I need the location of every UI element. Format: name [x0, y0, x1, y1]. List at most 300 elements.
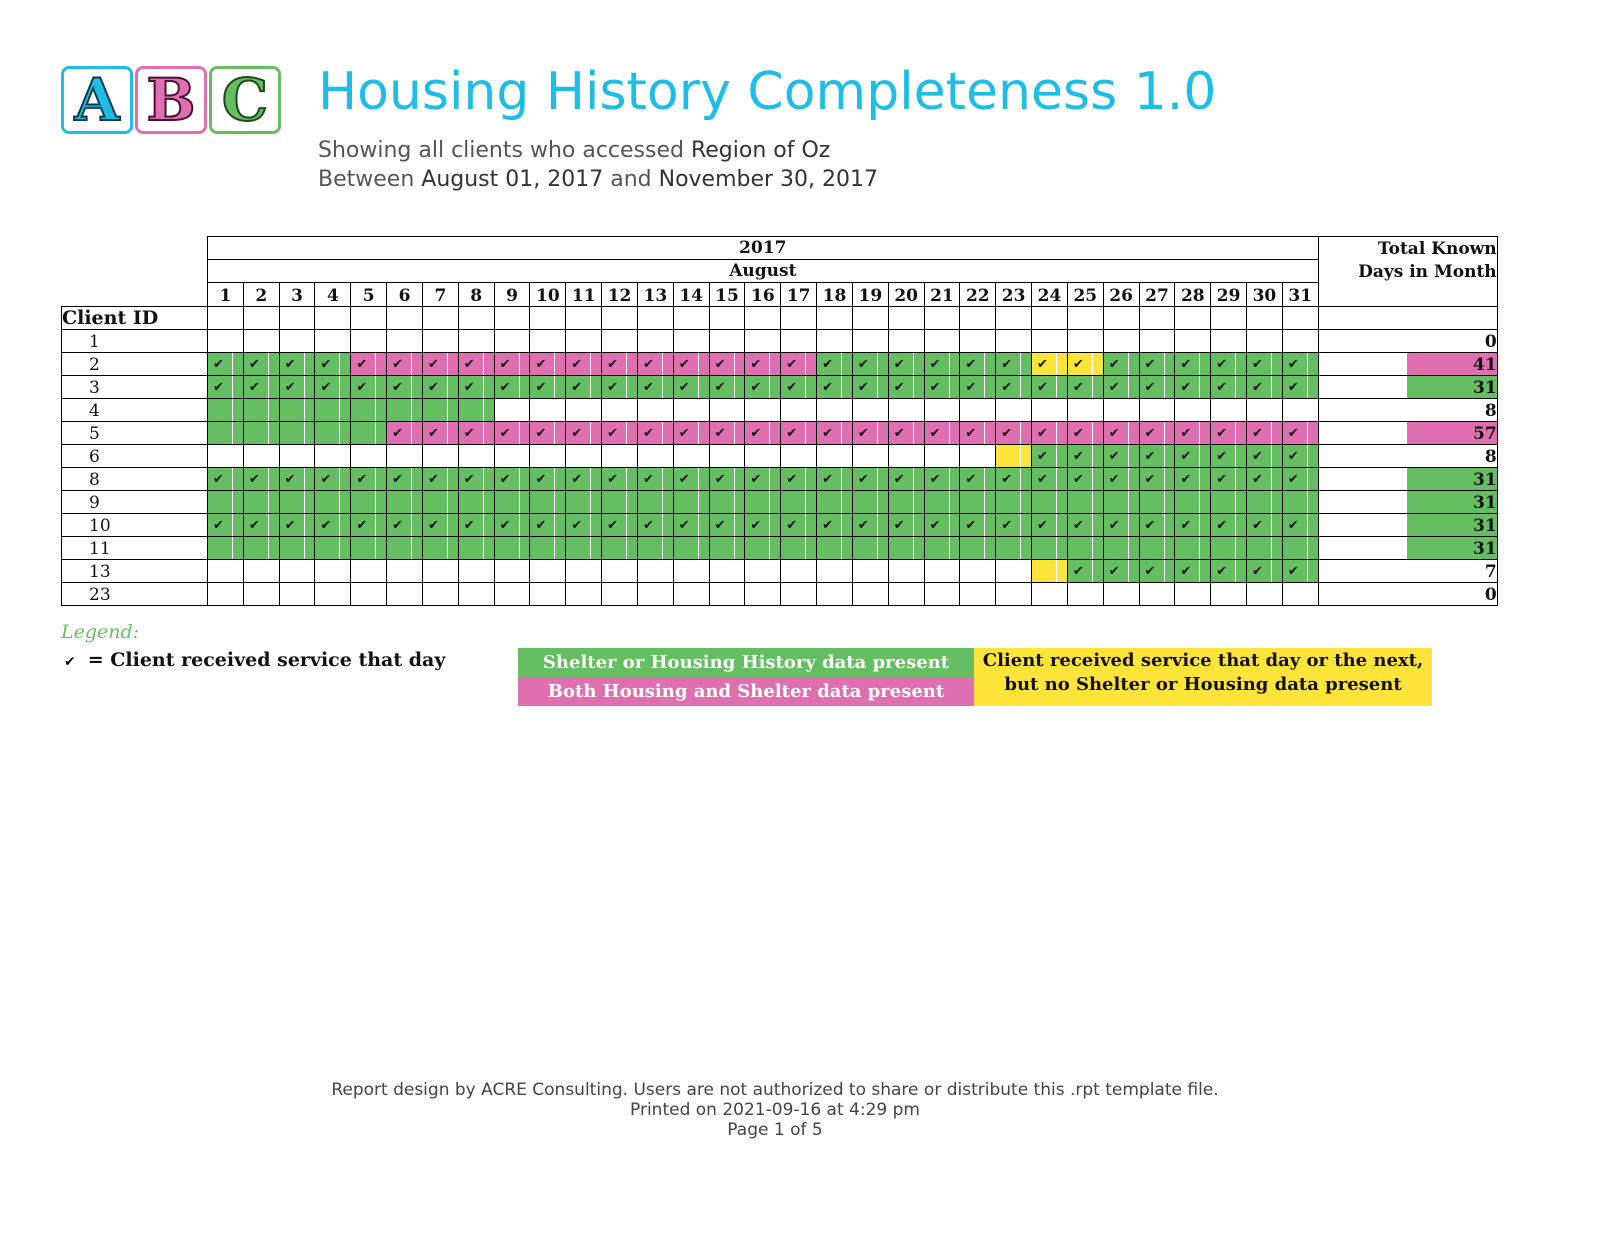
day-cell	[852, 583, 888, 606]
day-cell	[745, 514, 781, 537]
day-cell	[1139, 353, 1175, 376]
day-cell	[494, 468, 530, 491]
day-cell	[781, 330, 817, 353]
day-cell	[530, 307, 566, 330]
day-cell	[1032, 330, 1068, 353]
total-value: 31	[1473, 493, 1497, 513]
client-id: 1	[62, 330, 208, 353]
day-cell	[566, 537, 602, 560]
check-icon: ✔	[1216, 472, 1228, 487]
day-cell	[924, 514, 960, 537]
client-row	[62, 399, 1498, 422]
day-cell	[1282, 560, 1318, 583]
check-icon: ✔	[642, 357, 654, 372]
day-cell	[960, 307, 996, 330]
day-cell	[960, 399, 996, 422]
day-cell	[1247, 399, 1283, 422]
day-cell	[709, 445, 745, 468]
day-cell	[1139, 468, 1175, 491]
day-header: 8	[458, 283, 494, 307]
day-cell	[960, 468, 996, 491]
day-cell	[924, 422, 960, 445]
day-cell	[458, 399, 494, 422]
client-id: 3	[62, 376, 208, 399]
day-cell	[1032, 468, 1068, 491]
day-header: 17	[781, 283, 817, 307]
day-cell	[673, 560, 709, 583]
day-cell	[1282, 307, 1318, 330]
day-cell	[243, 560, 279, 583]
day-cell	[1247, 491, 1283, 514]
check-icon: ✔	[284, 380, 296, 395]
client-id: 11	[62, 537, 208, 560]
day-cell	[709, 537, 745, 560]
day-cell	[387, 445, 423, 468]
check-icon: ✔	[427, 357, 439, 372]
check-icon: ✔	[427, 518, 439, 533]
day-cell	[637, 537, 673, 560]
check-icon: ✔	[1180, 518, 1192, 533]
day-cell	[1175, 537, 1211, 560]
day-cell	[781, 491, 817, 514]
day-cell	[781, 560, 817, 583]
day-cell	[208, 330, 244, 353]
check-icon: ✔	[1001, 472, 1013, 487]
day-cell	[637, 445, 673, 468]
day-cell	[387, 560, 423, 583]
day-header: 10	[530, 283, 566, 307]
day-cell	[709, 422, 745, 445]
check-icon: ✔	[750, 426, 762, 441]
check-icon: ✔	[213, 472, 224, 487]
day-header: 1	[208, 283, 244, 307]
day-cell	[1282, 514, 1318, 537]
day-cell	[745, 491, 781, 514]
day-cell	[745, 353, 781, 376]
day-cell	[1211, 445, 1247, 468]
day-cell	[351, 468, 387, 491]
logo-letter-c: C	[209, 66, 281, 134]
check-icon: ✔	[320, 380, 332, 395]
total-known-days	[1318, 583, 1497, 606]
day-cell	[637, 583, 673, 606]
day-cell	[1247, 583, 1283, 606]
check-icon: ✔	[535, 426, 547, 441]
check-icon: ✔	[1216, 564, 1228, 579]
day-cell	[279, 514, 315, 537]
day-header: 20	[888, 283, 924, 307]
day-header: 14	[673, 283, 709, 307]
day-cell	[1282, 445, 1318, 468]
day-cell	[888, 445, 924, 468]
day-cell	[1032, 537, 1068, 560]
check-icon: ✔	[1037, 380, 1048, 395]
year-header-row	[62, 237, 1498, 260]
check-icon: ✔	[463, 426, 475, 441]
day-cell	[1139, 330, 1175, 353]
day-cell	[208, 445, 244, 468]
total-known-days	[1318, 514, 1497, 537]
day-cell	[315, 583, 351, 606]
day-cell	[1103, 445, 1139, 468]
day-cell	[1139, 445, 1175, 468]
total-known-days	[1318, 422, 1497, 445]
day-cell	[243, 445, 279, 468]
check-icon: ✔	[1072, 472, 1084, 487]
check-icon: ✔	[1252, 357, 1263, 372]
day-cell	[1139, 560, 1175, 583]
day-cell	[458, 422, 494, 445]
day-cell	[1282, 537, 1318, 560]
day-cell	[1103, 491, 1139, 514]
day-header: 28	[1175, 283, 1211, 307]
day-cell	[1139, 537, 1175, 560]
day-cell	[351, 491, 387, 514]
check-icon: ✔	[1144, 449, 1156, 464]
check-icon: ✔	[1108, 449, 1120, 464]
client-row	[62, 491, 1498, 514]
total-value: 0	[1484, 332, 1497, 352]
day-cell	[1211, 399, 1247, 422]
day-cell	[1175, 445, 1211, 468]
day-cell	[458, 445, 494, 468]
legend-pink-swatch: Both Housing and Shelter data present	[518, 677, 974, 706]
check-icon: ✔	[1287, 449, 1299, 464]
check-icon: ✔	[1287, 426, 1299, 441]
check-icon: ✔	[1037, 472, 1048, 487]
day-cell	[602, 583, 638, 606]
day-cell	[960, 445, 996, 468]
check-icon: ✔	[248, 472, 260, 487]
day-cell	[1103, 422, 1139, 445]
check-icon: ✔	[965, 357, 977, 372]
day-cell	[530, 468, 566, 491]
day-cell	[888, 468, 924, 491]
subtitle-prefix: Showing all clients who accessed	[318, 138, 691, 163]
day-cell	[1211, 537, 1247, 560]
check-icon: ✔	[1144, 426, 1156, 441]
abc-logo	[61, 66, 281, 134]
day-cell	[888, 399, 924, 422]
day-cell	[673, 330, 709, 353]
day-cell	[1211, 330, 1247, 353]
day-cell	[315, 376, 351, 399]
check-icon: ✔	[965, 426, 977, 441]
check-icon: ✔	[1287, 380, 1299, 395]
check-icon: ✔	[1108, 357, 1120, 372]
day-header: 29	[1211, 283, 1247, 307]
check-icon: ✔	[678, 472, 690, 487]
day-cell	[208, 583, 244, 606]
check-icon: ✔	[1144, 380, 1156, 395]
day-cell	[422, 353, 458, 376]
check-icon: ✔	[1001, 426, 1013, 441]
client-row	[62, 560, 1498, 583]
check-icon: ✔	[822, 380, 833, 395]
day-header: 2	[243, 283, 279, 307]
total-value: 8	[1484, 401, 1497, 421]
day-cell	[494, 491, 530, 514]
day-cell	[1211, 468, 1247, 491]
day-cell	[1067, 468, 1103, 491]
total-known-days	[1318, 560, 1497, 583]
day-cell	[315, 422, 351, 445]
day-cell	[1175, 468, 1211, 491]
check-icon: ✔	[750, 357, 762, 372]
day-cell	[566, 422, 602, 445]
day-cell	[530, 560, 566, 583]
day-cell	[817, 307, 853, 330]
day-cell	[888, 330, 924, 353]
total-header-line1: Total Known	[1377, 239, 1497, 259]
day-header: 12	[602, 283, 638, 307]
check-icon: ✔	[463, 380, 475, 395]
legend-check-text: = Client received service that day	[87, 649, 446, 671]
client-row	[62, 514, 1498, 537]
legend-check-item	[64, 649, 445, 671]
client-id: 8	[62, 468, 208, 491]
check-icon: ✔	[356, 518, 368, 533]
check-icon: ✔	[1037, 449, 1048, 464]
day-cell	[1139, 491, 1175, 514]
day-cell	[387, 376, 423, 399]
day-cell	[1067, 422, 1103, 445]
day-cell	[996, 537, 1032, 560]
day-cell	[1067, 583, 1103, 606]
check-icon: ✔	[392, 380, 404, 395]
day-cell	[279, 537, 315, 560]
check-icon: ✔	[284, 518, 296, 533]
check-icon: ✔	[678, 380, 690, 395]
day-cell	[709, 353, 745, 376]
day-cell	[924, 560, 960, 583]
day-cell	[996, 514, 1032, 537]
day-cell	[996, 491, 1032, 514]
day-header: 25	[1067, 283, 1103, 307]
day-cell	[1211, 560, 1247, 583]
end-date: November 30, 2017	[658, 167, 879, 192]
day-header: 7	[422, 283, 458, 307]
day-cell	[566, 468, 602, 491]
day-cell	[566, 560, 602, 583]
day-cell	[745, 537, 781, 560]
day-cell	[888, 560, 924, 583]
check-icon: ✔	[750, 380, 762, 395]
check-icon: ✔	[714, 380, 726, 395]
check-icon: ✔	[463, 357, 475, 372]
day-cell	[852, 399, 888, 422]
check-icon: ✔	[1216, 380, 1228, 395]
client-row	[62, 422, 1498, 445]
day-cell	[387, 583, 423, 606]
subtitle-region-line	[318, 136, 878, 165]
day-cell	[494, 560, 530, 583]
day-cell	[924, 445, 960, 468]
client-id: 2	[62, 353, 208, 376]
check-icon: ✔	[356, 380, 368, 395]
check-icon: ✔	[1180, 449, 1192, 464]
day-cell	[387, 468, 423, 491]
day-cell	[1032, 514, 1068, 537]
day-cell	[566, 399, 602, 422]
check-icon: ✔	[356, 357, 368, 372]
total-known-days	[1318, 399, 1497, 422]
check-icon: ✔	[1072, 449, 1084, 464]
day-cell	[279, 376, 315, 399]
day-cell	[637, 468, 673, 491]
day-cell	[709, 376, 745, 399]
day-cell	[1067, 537, 1103, 560]
day-cell	[1211, 353, 1247, 376]
check-icon: ✔	[822, 426, 833, 441]
day-cell	[1211, 583, 1247, 606]
day-cell	[637, 307, 673, 330]
day-cell	[494, 422, 530, 445]
month-header: August	[208, 260, 1319, 283]
day-cell	[494, 307, 530, 330]
day-cell	[637, 399, 673, 422]
check-icon: ✔	[607, 426, 619, 441]
check-icon: ✔	[1072, 357, 1084, 372]
check-icon: ✔	[1108, 380, 1120, 395]
day-cell	[1032, 422, 1068, 445]
check-icon: ✔	[1287, 518, 1299, 533]
day-cell	[208, 307, 244, 330]
day-cell	[1139, 514, 1175, 537]
check-icon: ✔	[929, 426, 941, 441]
check-icon: ✔	[392, 426, 404, 441]
day-cell	[1067, 560, 1103, 583]
check-icon: ✔	[213, 357, 224, 372]
check-icon: ✔	[714, 518, 726, 533]
check-icon: ✔	[1252, 449, 1263, 464]
completeness-grid	[61, 236, 1498, 606]
day-cell	[208, 560, 244, 583]
check-icon: ✔	[320, 357, 332, 372]
check-icon: ✔	[535, 518, 547, 533]
client-row	[62, 583, 1498, 606]
day-cell	[781, 537, 817, 560]
day-header: 27	[1139, 283, 1175, 307]
subtitle-date-line	[318, 165, 878, 194]
day-cell	[960, 514, 996, 537]
day-cell	[673, 422, 709, 445]
total-known-days	[1318, 330, 1497, 353]
day-cell	[422, 307, 458, 330]
day-cell	[1103, 307, 1139, 330]
day-cell	[494, 445, 530, 468]
check-icon: ✔	[392, 357, 404, 372]
day-cell	[673, 514, 709, 537]
day-cell	[1175, 399, 1211, 422]
check-icon: ✔	[1287, 357, 1299, 372]
check-icon: ✔	[356, 472, 368, 487]
day-cell	[817, 468, 853, 491]
report-subtitle	[318, 136, 878, 194]
day-cell	[1103, 514, 1139, 537]
day-cell	[279, 445, 315, 468]
day-cell	[1282, 468, 1318, 491]
day-header: 11	[566, 283, 602, 307]
total-known-days-header	[1318, 237, 1497, 307]
check-icon: ✔	[893, 426, 905, 441]
check-icon: ✔	[965, 472, 977, 487]
check-icon: ✔	[571, 426, 583, 441]
day-cell	[852, 445, 888, 468]
day-cell	[566, 514, 602, 537]
check-icon: ✔	[1001, 357, 1013, 372]
day-cell	[422, 491, 458, 514]
day-cell	[673, 537, 709, 560]
check-icon: ✔	[463, 518, 475, 533]
check-icon: ✔	[929, 518, 941, 533]
day-cell	[208, 468, 244, 491]
day-cell	[1103, 353, 1139, 376]
day-cell	[745, 422, 781, 445]
day-cell	[673, 376, 709, 399]
day-cell	[781, 468, 817, 491]
check-icon: ✔	[822, 518, 833, 533]
day-cell	[1247, 537, 1283, 560]
day-cell	[387, 399, 423, 422]
date-connector: and	[603, 167, 659, 192]
day-cell	[351, 399, 387, 422]
day-cell	[602, 376, 638, 399]
day-cell	[279, 468, 315, 491]
day-cell	[888, 491, 924, 514]
day-header: 4	[315, 283, 351, 307]
day-cell	[243, 422, 279, 445]
check-icon: ✔	[320, 472, 332, 487]
day-cell	[852, 560, 888, 583]
day-cell	[1282, 399, 1318, 422]
check-icon: ✔	[1108, 472, 1120, 487]
check-icon: ✔	[893, 380, 905, 395]
day-cell	[1211, 376, 1247, 399]
check-icon: ✔	[929, 380, 941, 395]
legend-yellow-line1: Client received service that day or the next,	[982, 650, 1424, 671]
day-cell	[924, 330, 960, 353]
day-header: 6	[387, 283, 423, 307]
day-cell	[494, 583, 530, 606]
check-icon: ✔	[571, 380, 583, 395]
day-cell	[745, 330, 781, 353]
day-cell	[1032, 353, 1068, 376]
check-icon: ✔	[1001, 518, 1013, 533]
day-cell	[243, 353, 279, 376]
check-icon: ✔	[499, 357, 511, 372]
day-cell	[279, 560, 315, 583]
day-cell	[602, 445, 638, 468]
day-cell	[960, 560, 996, 583]
check-icon: ✔	[499, 472, 511, 487]
day-cell	[781, 353, 817, 376]
day-cell	[1103, 468, 1139, 491]
day-cell	[1282, 422, 1318, 445]
day-header: 3	[279, 283, 315, 307]
day-cell	[996, 330, 1032, 353]
check-icon: ✔	[427, 472, 439, 487]
day-cell	[458, 560, 494, 583]
check-icon: ✔	[248, 380, 260, 395]
day-cell	[996, 353, 1032, 376]
day-cell	[781, 399, 817, 422]
client-row	[62, 445, 1498, 468]
total-known-days	[1318, 445, 1497, 468]
day-header: 30	[1247, 283, 1283, 307]
day-cell	[351, 560, 387, 583]
day-cell	[960, 491, 996, 514]
